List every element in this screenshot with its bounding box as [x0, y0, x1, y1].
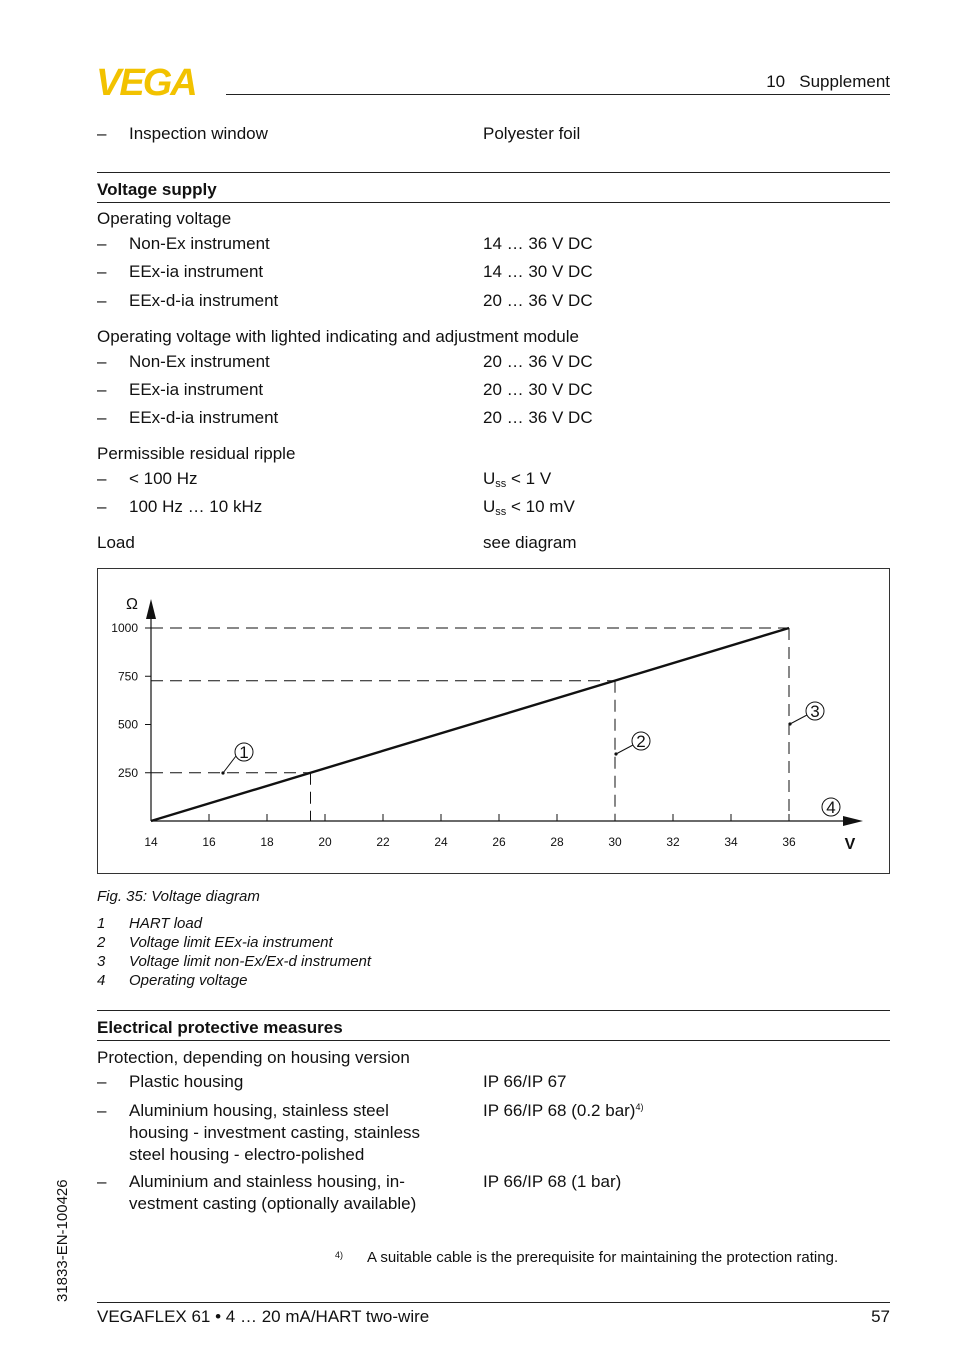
row-label: EEx-ia instrument — [129, 262, 264, 281]
value-symbol: U — [483, 469, 496, 488]
header-section: 10 Supplement — [766, 72, 890, 91]
row-label: 100 Hz … 10 kHz — [129, 497, 263, 516]
callout-number: 4 — [826, 798, 836, 817]
section-rule — [97, 172, 890, 173]
callout-leader — [790, 715, 807, 724]
legend-num: 1 — [97, 915, 106, 932]
row-label: housing - investment casting, stainless — [129, 1123, 421, 1142]
lighted-module-heading: Operating voltage with lighted indicating and adjustment module — [97, 327, 579, 346]
value-symbol: U — [483, 497, 496, 516]
callout-leader-dot — [614, 752, 617, 755]
dash: – — [97, 291, 107, 310]
x-axis-unit: V — [844, 836, 856, 853]
figure-caption: Fig. 35: Voltage diagram — [97, 888, 260, 905]
row-value: 20 … 30 V DC — [483, 380, 593, 399]
value-text: IP 66/IP 68 (0.2 bar) — [483, 1101, 636, 1120]
x-tick-label: 30 — [608, 835, 622, 849]
callout-leader-dot — [788, 722, 791, 725]
x-tick-label: 26 — [492, 835, 506, 849]
section-title-electrical: Electrical protective measures — [97, 1018, 343, 1037]
dash: – — [97, 497, 107, 516]
row-value: 20 … 36 V DC — [483, 408, 593, 427]
footnote-text: A suitable cable is the prerequisite for maintaining the protection rating. — [367, 1249, 839, 1266]
footnote-ref: 4) — [635, 1102, 644, 1112]
load-label: Load — [97, 533, 135, 552]
x-tick-label: 22 — [376, 835, 390, 849]
protection-heading: Protection, depending on housing version — [97, 1048, 410, 1067]
legend-num: 4 — [97, 972, 106, 989]
dash: – — [97, 1072, 107, 1091]
value-rest: < 1 V — [506, 469, 552, 488]
footer-rule — [97, 1302, 890, 1303]
row-value — [483, 469, 551, 490]
x-tick-label: 28 — [550, 835, 564, 849]
value-subscript: ss — [495, 506, 507, 518]
dash: – — [97, 1101, 107, 1120]
section-title-voltage-supply: Voltage supply — [97, 180, 217, 199]
row-value — [483, 497, 575, 518]
vega-logo-text: VEGA — [96, 64, 196, 98]
vega-logo — [96, 64, 220, 98]
value-subscript: ss — [495, 478, 507, 490]
dash: – — [97, 1172, 107, 1191]
row-label: steel housing - electro-polished — [129, 1145, 365, 1164]
y-axis-arrow — [146, 599, 156, 619]
row-label: < 100 Hz — [129, 469, 198, 488]
footer-product: VEGAFLEX 61 • 4 … 20 mA/HART two-wire — [97, 1307, 430, 1326]
load-line — [151, 628, 789, 821]
x-tick-label: 20 — [318, 835, 332, 849]
callout-leader — [223, 756, 236, 773]
y-tick-label: 1000 — [111, 621, 138, 635]
legend-num: 2 — [97, 934, 106, 951]
callout-leader-dot — [221, 771, 224, 774]
callout-number: 3 — [810, 702, 820, 721]
x-tick-label: 36 — [782, 835, 796, 849]
row-label: Aluminium housing, stainless steel — [129, 1101, 389, 1120]
callout-number: 2 — [636, 732, 646, 751]
x-tick-label: 34 — [724, 835, 738, 849]
inspection-window-value: Polyester foil — [483, 124, 581, 143]
dash: – — [97, 352, 107, 371]
row-label: EEx-ia instrument — [129, 380, 264, 399]
section-rule — [97, 202, 890, 203]
row-value: 20 … 36 V DC — [483, 352, 593, 371]
inspection-window-label: Inspection window — [129, 124, 268, 143]
load-value: see diagram — [483, 533, 577, 552]
row-value: 14 … 30 V DC — [483, 262, 593, 281]
y-tick-label: 500 — [117, 717, 138, 732]
x-tick-label: 14 — [144, 835, 158, 849]
row-label: vestment casting (optionally available) — [129, 1194, 417, 1213]
legend-num: 3 — [97, 953, 106, 970]
dash: – — [97, 234, 107, 253]
legend-text: HART load — [129, 915, 203, 932]
y-tick-label: 250 — [117, 765, 138, 780]
dash: – — [97, 124, 107, 143]
dash: – — [97, 408, 107, 427]
row-value: 14 … 36 V DC — [483, 234, 593, 253]
y-axis-unit: Ω — [126, 596, 138, 613]
row-label: Non-Ex instrument — [129, 352, 270, 371]
x-tick-label: 24 — [434, 835, 448, 849]
dash: – — [97, 262, 107, 281]
operating-voltage-heading: Operating voltage — [97, 209, 232, 228]
ripple-heading: Permissible residual ripple — [97, 444, 296, 463]
section-rule — [97, 1040, 890, 1041]
row-label: EEx-d-ia instrument — [129, 408, 279, 427]
row-label: Aluminium and stainless housing, in- — [129, 1172, 405, 1191]
row-label: Plastic housing — [129, 1072, 244, 1091]
value-rest: < 10 mV — [506, 497, 575, 516]
x-tick-label: 32 — [666, 835, 680, 849]
voltage-diagram-svg — [98, 569, 889, 873]
y-tick-label: 750 — [117, 669, 138, 684]
row-label: EEx-d-ia instrument — [129, 291, 279, 310]
row-value: IP 66/IP 67 — [483, 1072, 567, 1091]
x-tick-label: 18 — [260, 835, 274, 849]
row-value — [483, 1101, 643, 1121]
legend-text: Operating voltage — [129, 972, 248, 989]
legend-text: Voltage limit EEx-ia instrument — [129, 934, 333, 951]
dash: – — [97, 380, 107, 399]
callout-number: 1 — [239, 743, 249, 762]
x-axis-arrow — [843, 816, 863, 826]
document-code: 31833-EN-100426 — [54, 1179, 71, 1302]
callout-leader — [616, 745, 633, 754]
footnote-mark: 4) — [335, 1250, 344, 1260]
footer-page-number: 57 — [871, 1307, 890, 1326]
legend-text: Voltage limit non-Ex/Ex-d instrument — [129, 953, 372, 970]
dash: – — [97, 469, 107, 488]
row-label: Non-Ex instrument — [129, 234, 270, 253]
x-tick-label: 16 — [202, 835, 216, 849]
row-value: 20 … 36 V DC — [483, 291, 593, 310]
section-rule — [97, 1010, 890, 1011]
header-rule — [226, 94, 890, 95]
row-value: IP 66/IP 68 (1 bar) — [483, 1172, 622, 1191]
voltage-diagram — [97, 568, 890, 874]
